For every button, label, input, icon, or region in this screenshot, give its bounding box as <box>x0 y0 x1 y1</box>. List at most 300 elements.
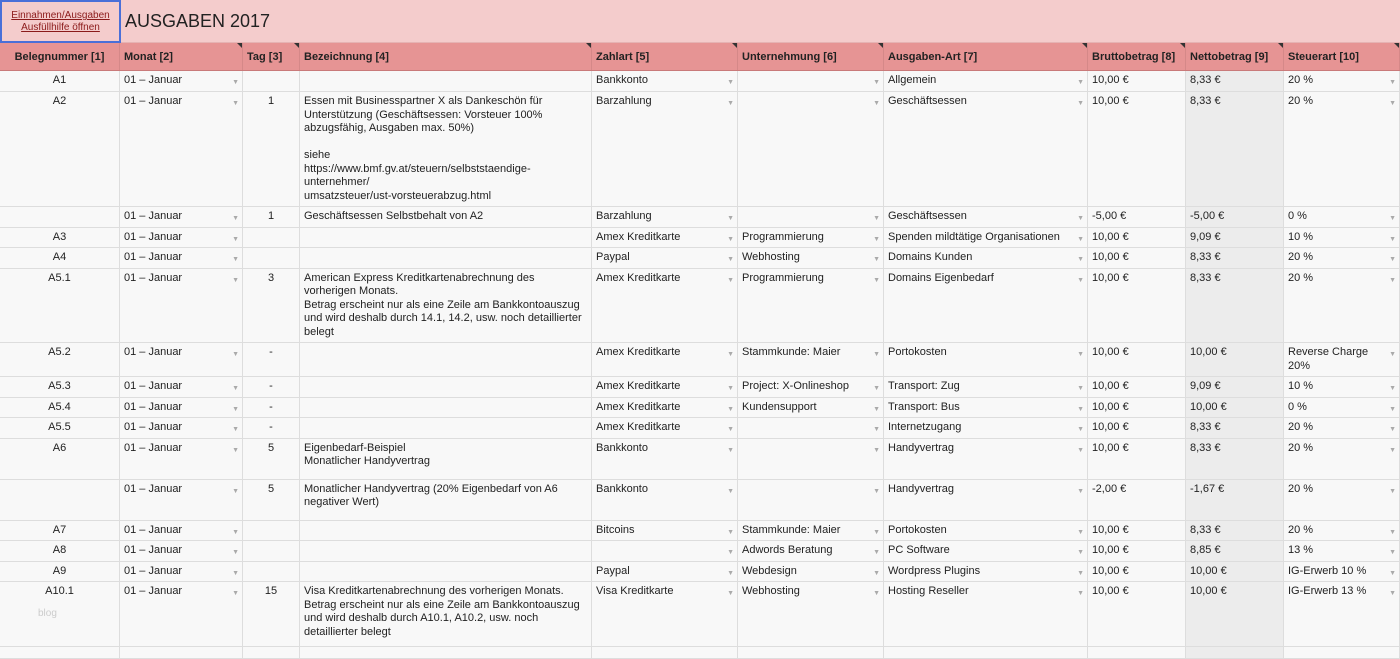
table-cell[interactable] <box>592 377 738 397</box>
table-cell[interactable] <box>1284 521 1400 541</box>
dropdown-arrow-icon[interactable]: ▼ <box>1077 487 1084 495</box>
table-cell[interactable] <box>1284 398 1400 418</box>
table-cell[interactable] <box>120 562 243 582</box>
dropdown-arrow-icon[interactable]: ▼ <box>1389 590 1396 597</box>
table-cell[interactable] <box>120 439 243 479</box>
cell-value: A1 <box>52 74 67 86</box>
column-header[interactable] <box>738 43 884 70</box>
table-cell[interactable] <box>300 71 592 91</box>
table-cell[interactable] <box>0 582 120 646</box>
sheet-title: AUSGABEN 2017 <box>125 11 271 31</box>
table-cell[interactable] <box>1088 418 1186 438</box>
table-cell[interactable] <box>1088 562 1186 582</box>
table-cell[interactable] <box>738 269 884 343</box>
dropdown-arrow-icon[interactable]: ▼ <box>1077 528 1084 536</box>
table-cell[interactable] <box>1284 418 1400 438</box>
dropdown-arrow-icon[interactable]: ▼ <box>232 446 239 454</box>
table-cell[interactable] <box>738 377 884 397</box>
cell-value: Programmierung <box>742 271 824 284</box>
column-header[interactable] <box>243 43 300 70</box>
dropdown-arrow-icon[interactable]: ▼ <box>727 528 734 536</box>
dropdown-arrow-icon[interactable]: ▼ <box>727 100 734 107</box>
table-cell[interactable] <box>884 92 1088 206</box>
dropdown-arrow-icon[interactable]: ▼ <box>1389 100 1396 107</box>
table-cell[interactable] <box>1088 343 1186 376</box>
table-row <box>0 398 1400 419</box>
table-cell[interactable] <box>884 207 1088 227</box>
column-header[interactable] <box>1088 43 1186 70</box>
dropdown-arrow-icon[interactable]: ▼ <box>1077 446 1084 454</box>
table-cell[interactable] <box>1088 228 1186 248</box>
table-cell[interactable] <box>120 377 243 397</box>
cell-value: Amex Kreditkarte <box>596 400 681 413</box>
dropdown-arrow-icon[interactable]: ▼ <box>1077 385 1084 392</box>
table-cell[interactable] <box>592 582 738 646</box>
cell-value: Amex Kreditkarte <box>596 346 681 358</box>
table-cell[interactable] <box>0 269 120 343</box>
table-cell[interactable] <box>884 228 1088 248</box>
dropdown-arrow-icon[interactable]: ▼ <box>232 385 239 392</box>
cell-value: 10,00 € <box>1190 564 1227 577</box>
table-cell[interactable] <box>884 377 1088 397</box>
dropdown-arrow-icon[interactable]: ▼ <box>873 351 880 358</box>
dropdown-arrow-icon[interactable]: ▼ <box>232 487 239 495</box>
dropdown-arrow-icon[interactable]: ▼ <box>873 385 880 392</box>
dropdown-arrow-icon[interactable]: ▼ <box>727 446 734 454</box>
dropdown-arrow-icon[interactable]: ▼ <box>873 487 880 495</box>
table-cell[interactable] <box>0 439 120 479</box>
dropdown-arrow-icon[interactable]: ▼ <box>1077 351 1084 358</box>
table-cell[interactable] <box>1284 582 1400 646</box>
table-cell[interactable] <box>0 343 120 376</box>
table-cell[interactable] <box>0 521 120 541</box>
table-cell[interactable] <box>243 521 300 541</box>
table-cell[interactable] <box>884 541 1088 561</box>
table-cell[interactable] <box>120 398 243 418</box>
table-cell[interactable] <box>592 562 738 582</box>
table-cell[interactable] <box>300 377 592 397</box>
table-cell[interactable] <box>1186 647 1284 658</box>
table-cell[interactable] <box>300 398 592 418</box>
column-header[interactable] <box>1186 43 1284 70</box>
dropdown-arrow-icon[interactable]: ▼ <box>1077 549 1084 556</box>
dropdown-arrow-icon[interactable]: ▼ <box>873 100 880 107</box>
table-cell[interactable] <box>1284 541 1400 561</box>
table-cell[interactable] <box>0 207 120 227</box>
table-row <box>0 377 1400 398</box>
table-cell[interactable] <box>0 228 120 248</box>
table-cell[interactable] <box>884 71 1088 91</box>
dropdown-arrow-icon[interactable]: ▼ <box>1077 235 1084 243</box>
table-cell[interactable] <box>738 228 884 248</box>
table-cell[interactable] <box>0 647 120 658</box>
table-cell[interactable] <box>592 269 738 343</box>
table-cell[interactable] <box>884 562 1088 582</box>
table-cell[interactable] <box>120 521 243 541</box>
dropdown-arrow-icon[interactable]: ▼ <box>232 235 239 243</box>
table-cell[interactable] <box>0 418 120 438</box>
table-cell[interactable] <box>884 439 1088 479</box>
cell-value: 01 – Januar <box>124 421 183 433</box>
table-cell[interactable] <box>243 343 300 376</box>
note-marker-icon <box>1278 43 1283 48</box>
dropdown-arrow-icon[interactable]: ▼ <box>232 528 239 536</box>
table-cell[interactable] <box>1284 562 1400 582</box>
dropdown-arrow-icon[interactable]: ▼ <box>873 590 880 597</box>
dropdown-arrow-icon[interactable]: ▼ <box>727 235 734 243</box>
table-cell[interactable] <box>592 228 738 248</box>
table-cell[interactable] <box>1284 343 1400 376</box>
table-cell[interactable] <box>738 343 884 376</box>
table-cell[interactable] <box>1284 228 1400 248</box>
table-cell[interactable] <box>300 647 592 658</box>
table-cell[interactable] <box>300 541 592 561</box>
table-cell[interactable] <box>1284 377 1400 397</box>
dropdown-arrow-icon[interactable]: ▼ <box>1389 235 1396 243</box>
dropdown-arrow-icon[interactable]: ▼ <box>873 235 880 243</box>
table-cell[interactable] <box>300 269 592 343</box>
dropdown-arrow-icon[interactable]: ▼ <box>1077 405 1084 413</box>
dropdown-arrow-icon[interactable]: ▼ <box>727 79 734 86</box>
table-cell[interactable] <box>1088 207 1186 227</box>
cell-value: Hosting Reseller <box>888 585 969 597</box>
dropdown-arrow-icon[interactable]: ▼ <box>1077 100 1084 107</box>
cell-value: -2,00 € <box>1092 482 1127 495</box>
dropdown-arrow-icon[interactable]: ▼ <box>727 590 734 597</box>
table-cell[interactable] <box>1088 439 1186 479</box>
cell-value: Transport: Zug <box>888 380 960 392</box>
dropdown-arrow-icon[interactable]: ▼ <box>1389 569 1396 577</box>
cell-value: 3 <box>267 271 275 284</box>
table-cell[interactable] <box>738 207 884 227</box>
cell-value: Stammkunde: Maier <box>742 523 841 536</box>
dropdown-arrow-icon[interactable]: ▼ <box>1389 528 1396 536</box>
table-cell[interactable] <box>0 377 120 397</box>
cell-value: 01 – Januar <box>124 523 183 536</box>
dropdown-arrow-icon[interactable]: ▼ <box>873 446 880 454</box>
dropdown-arrow-icon[interactable]: ▼ <box>232 100 239 107</box>
dropdown-arrow-icon[interactable]: ▼ <box>1389 446 1396 454</box>
table-cell[interactable] <box>0 71 120 91</box>
dropdown-arrow-icon[interactable]: ▼ <box>873 79 880 86</box>
table-cell[interactable] <box>592 207 738 227</box>
dropdown-arrow-icon[interactable]: ▼ <box>1389 215 1396 222</box>
table-cell[interactable] <box>1284 647 1400 658</box>
dropdown-arrow-icon[interactable]: ▼ <box>727 487 734 495</box>
table-cell[interactable] <box>243 647 300 658</box>
table-cell[interactable] <box>592 480 738 520</box>
table-cell[interactable] <box>884 269 1088 343</box>
cell-value: Wordpress Plugins <box>888 564 981 577</box>
table-cell[interactable] <box>120 582 243 646</box>
table-cell[interactable] <box>592 541 738 561</box>
table-cell[interactable] <box>738 418 884 438</box>
table-cell[interactable] <box>738 562 884 582</box>
table-cell[interactable] <box>1186 71 1284 91</box>
dropdown-arrow-icon[interactable]: ▼ <box>1389 385 1396 392</box>
dropdown-arrow-icon[interactable]: ▼ <box>232 256 239 263</box>
table-cell[interactable] <box>592 521 738 541</box>
table-cell[interactable] <box>1088 398 1186 418</box>
table-cell[interactable] <box>243 562 300 582</box>
table-cell[interactable] <box>1186 439 1284 479</box>
table-cell[interactable] <box>1284 92 1400 206</box>
table-cell[interactable] <box>1186 228 1284 248</box>
dropdown-arrow-icon[interactable]: ▼ <box>1077 276 1084 284</box>
table-cell[interactable] <box>738 480 884 520</box>
dropdown-arrow-icon[interactable]: ▼ <box>1389 79 1396 86</box>
table-cell[interactable] <box>738 647 884 658</box>
column-header[interactable] <box>1284 43 1400 70</box>
dropdown-arrow-icon[interactable]: ▼ <box>1389 276 1396 284</box>
table-cell[interactable] <box>300 343 592 376</box>
dropdown-arrow-icon[interactable]: ▼ <box>727 426 734 433</box>
table-cell[interactable] <box>1088 480 1186 520</box>
cell-value: 8,33 € <box>1190 251 1221 263</box>
cell-value: 8,33 € <box>1190 271 1221 284</box>
dropdown-arrow-icon[interactable]: ▼ <box>1077 256 1084 263</box>
table-cell[interactable] <box>300 248 592 268</box>
table-cell[interactable] <box>243 582 300 646</box>
table-cell[interactable] <box>120 228 243 248</box>
table-cell[interactable] <box>884 647 1088 658</box>
table-cell[interactable] <box>738 541 884 561</box>
table-row <box>0 418 1400 439</box>
table-cell[interactable] <box>300 521 592 541</box>
dropdown-arrow-icon[interactable]: ▼ <box>727 405 734 413</box>
table-cell[interactable] <box>1088 647 1186 658</box>
table-cell[interactable] <box>1186 377 1284 397</box>
column-header[interactable] <box>120 43 243 70</box>
table-cell[interactable] <box>1088 71 1186 91</box>
table-cell[interactable] <box>1186 521 1284 541</box>
cell-value: Portokosten <box>888 523 947 536</box>
table-cell[interactable] <box>120 269 243 343</box>
table-cell[interactable] <box>0 398 120 418</box>
table-cell[interactable] <box>120 343 243 376</box>
dropdown-arrow-icon[interactable]: ▼ <box>727 215 734 222</box>
table-cell[interactable] <box>120 541 243 561</box>
table-cell[interactable] <box>1088 541 1186 561</box>
table-cell[interactable] <box>1088 248 1186 268</box>
table-cell[interactable] <box>1284 269 1400 343</box>
table-cell[interactable] <box>1186 207 1284 227</box>
table-cell[interactable] <box>120 480 243 520</box>
table-cell[interactable] <box>0 92 120 206</box>
table-cell[interactable] <box>1284 248 1400 268</box>
dropdown-arrow-icon[interactable]: ▼ <box>727 276 734 284</box>
dropdown-arrow-icon[interactable]: ▼ <box>1389 487 1396 495</box>
table-cell[interactable] <box>738 92 884 206</box>
dropdown-arrow-icon[interactable]: ▼ <box>1077 426 1084 433</box>
table-cell[interactable] <box>1088 92 1186 206</box>
table-cell[interactable] <box>1186 269 1284 343</box>
column-header[interactable] <box>0 43 120 70</box>
table-cell[interactable] <box>120 207 243 227</box>
cell-value: A5.3 <box>48 380 71 392</box>
table-cell[interactable] <box>243 228 300 248</box>
table-cell[interactable] <box>300 92 592 206</box>
table-cell[interactable] <box>884 248 1088 268</box>
table-cell[interactable] <box>300 228 592 248</box>
dropdown-arrow-icon[interactable]: ▼ <box>232 351 239 358</box>
table-row <box>0 269 1400 344</box>
table-cell[interactable] <box>1186 248 1284 268</box>
table-cell[interactable] <box>738 439 884 479</box>
table-cell[interactable] <box>120 418 243 438</box>
dropdown-arrow-icon[interactable]: ▼ <box>1077 79 1084 86</box>
table-cell[interactable] <box>120 71 243 91</box>
dropdown-arrow-icon[interactable]: ▼ <box>232 79 239 86</box>
table-cell[interactable] <box>243 439 300 479</box>
cell-value: 10,00 € <box>1092 346 1129 358</box>
column-header-label: Bruttobetrag [8] <box>1092 51 1176 63</box>
cell-value: 1 <box>267 95 275 107</box>
dropdown-arrow-icon[interactable]: ▼ <box>873 276 880 284</box>
table-cell[interactable] <box>300 439 592 479</box>
dropdown-arrow-icon[interactable]: ▼ <box>232 405 239 413</box>
dropdown-arrow-icon[interactable]: ▼ <box>873 405 880 413</box>
table-cell[interactable] <box>300 480 592 520</box>
table-cell[interactable] <box>592 439 738 479</box>
table-cell[interactable] <box>738 71 884 91</box>
table-cell[interactable] <box>243 71 300 91</box>
table-cell[interactable] <box>884 418 1088 438</box>
column-header-label: Zahlart [5] <box>596 51 650 63</box>
table-cell[interactable] <box>243 541 300 561</box>
table-cell[interactable] <box>592 398 738 418</box>
dropdown-arrow-icon[interactable]: ▼ <box>727 351 734 358</box>
table-cell[interactable] <box>1088 377 1186 397</box>
table-cell[interactable] <box>1284 207 1400 227</box>
table-cell[interactable] <box>592 248 738 268</box>
dropdown-arrow-icon[interactable]: ▼ <box>1077 590 1084 597</box>
table-cell[interactable] <box>1186 480 1284 520</box>
cell-value: 9,09 € <box>1190 230 1221 243</box>
table-cell[interactable] <box>1284 480 1400 520</box>
dropdown-arrow-icon[interactable]: ▼ <box>873 256 880 263</box>
dropdown-arrow-icon[interactable]: ▼ <box>1077 569 1084 577</box>
table-cell[interactable] <box>738 521 884 541</box>
table-cell[interactable] <box>243 248 300 268</box>
table-cell[interactable] <box>300 562 592 582</box>
dropdown-arrow-icon[interactable]: ▼ <box>873 549 880 556</box>
dropdown-arrow-icon[interactable]: ▼ <box>232 276 239 284</box>
dropdown-arrow-icon[interactable]: ▼ <box>232 590 239 597</box>
column-header[interactable] <box>884 43 1088 70</box>
dropdown-arrow-icon[interactable]: ▼ <box>873 569 880 577</box>
dropdown-arrow-icon[interactable]: ▼ <box>727 569 734 577</box>
dropdown-arrow-icon[interactable]: ▼ <box>232 215 239 222</box>
table-cell[interactable] <box>243 377 300 397</box>
dropdown-arrow-icon[interactable]: ▼ <box>1077 215 1084 222</box>
table-cell[interactable] <box>592 647 738 658</box>
table-cell[interactable] <box>243 480 300 520</box>
dropdown-arrow-icon[interactable]: ▼ <box>727 385 734 392</box>
dropdown-arrow-icon[interactable]: ▼ <box>1389 256 1396 263</box>
table-cell[interactable] <box>1186 92 1284 206</box>
table-cell[interactable] <box>300 418 592 438</box>
cell-value: 10,00 € <box>1092 421 1129 433</box>
cell-value: Adwords Beratung <box>742 544 833 556</box>
cell-value: Geschäftsessen Selbstbehalt von A2 <box>304 210 484 222</box>
table-cell[interactable] <box>120 248 243 268</box>
cell-value: A10.1 <box>45 585 74 597</box>
cell-value: 20 % <box>1288 441 1314 454</box>
dropdown-arrow-icon[interactable]: ▼ <box>1389 351 1396 358</box>
table-cell[interactable] <box>1186 562 1284 582</box>
table-cell[interactable] <box>243 92 300 206</box>
table-cell[interactable] <box>738 398 884 418</box>
table-cell[interactable] <box>1088 582 1186 646</box>
dropdown-arrow-icon[interactable]: ▼ <box>727 256 734 263</box>
cell-value: Visa Kreditkartenabrechnung des vorherigen Monats. Betrag erscheint nur als eine Zeile am Bankkontoauszug und wird deshalb durch A10.1, A10.2, usw. noch detaillierter belegt <box>304 585 580 638</box>
table-cell[interactable] <box>1186 343 1284 376</box>
help-link[interactable]: Einnahmen/Ausgaben Ausfüllhilfe öffnen <box>0 0 121 43</box>
cell-value: IG-Erwerb 10 % <box>1288 564 1367 577</box>
table-cell[interactable] <box>884 480 1088 520</box>
table-cell[interactable] <box>884 343 1088 376</box>
table-cell[interactable] <box>1284 71 1400 91</box>
table-cell[interactable] <box>592 418 738 438</box>
dropdown-arrow-icon[interactable]: ▼ <box>1389 549 1396 556</box>
table-cell[interactable] <box>300 207 592 227</box>
column-header[interactable] <box>592 43 738 70</box>
table-cell[interactable] <box>1186 541 1284 561</box>
table-cell[interactable] <box>738 248 884 268</box>
cell-value: Barzahlung <box>596 210 652 222</box>
cell-value: Barzahlung <box>596 95 652 107</box>
table-cell[interactable] <box>884 398 1088 418</box>
table-cell[interactable] <box>1186 398 1284 418</box>
table-cell[interactable] <box>1284 439 1400 479</box>
dropdown-arrow-icon[interactable]: ▼ <box>1389 405 1396 413</box>
dropdown-arrow-icon[interactable]: ▼ <box>873 215 880 222</box>
dropdown-arrow-icon[interactable]: ▼ <box>232 549 239 556</box>
cell-value: -1,67 € <box>1190 482 1225 495</box>
table-cell[interactable] <box>243 418 300 438</box>
dropdown-arrow-icon[interactable]: ▼ <box>873 528 880 536</box>
table-cell[interactable] <box>738 582 884 646</box>
dropdown-arrow-icon[interactable]: ▼ <box>727 549 734 556</box>
table-cell[interactable] <box>1088 521 1186 541</box>
table-cell[interactable] <box>884 582 1088 646</box>
table-cell[interactable] <box>0 480 120 520</box>
table-cell[interactable] <box>243 398 300 418</box>
dropdown-arrow-icon[interactable]: ▼ <box>232 569 239 577</box>
table-cell[interactable] <box>592 92 738 206</box>
dropdown-arrow-icon[interactable]: ▼ <box>1389 426 1396 433</box>
table-cell[interactable] <box>300 582 592 646</box>
table-cell[interactable] <box>1186 582 1284 646</box>
table-cell[interactable] <box>592 343 738 376</box>
cell-value: Programmierung <box>742 230 824 243</box>
table-cell[interactable] <box>884 521 1088 541</box>
table-cell[interactable] <box>0 248 120 268</box>
table-cell[interactable] <box>0 562 120 582</box>
table-cell[interactable] <box>243 269 300 343</box>
table-cell[interactable] <box>120 92 243 206</box>
table-cell[interactable] <box>0 541 120 561</box>
column-header[interactable] <box>300 43 592 70</box>
table-cell[interactable] <box>243 207 300 227</box>
dropdown-arrow-icon[interactable]: ▼ <box>232 426 239 433</box>
table-cell[interactable] <box>120 647 243 658</box>
dropdown-arrow-icon[interactable]: ▼ <box>873 426 880 433</box>
table-cell[interactable] <box>592 71 738 91</box>
table-cell[interactable] <box>1186 418 1284 438</box>
table-cell[interactable] <box>1088 269 1186 343</box>
